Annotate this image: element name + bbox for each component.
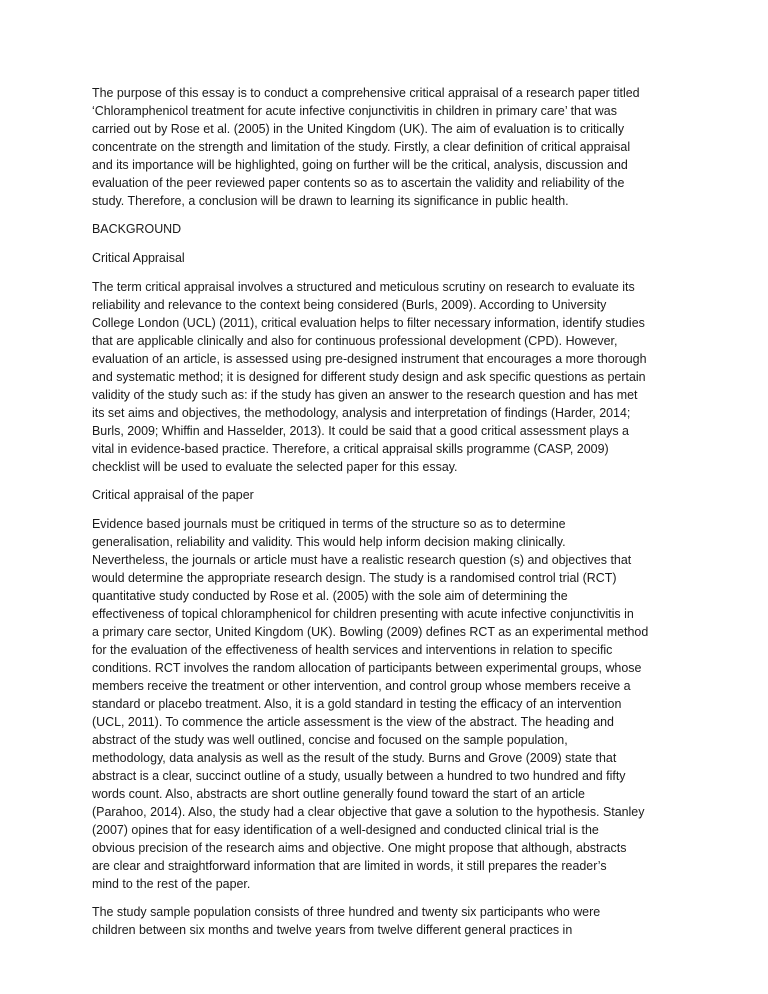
text-line: abstract of the study was well outlined, concise and focused on the sample population,: [92, 733, 568, 747]
text-line: reliability and relevance to the context being considered (Burls, 2009). According to University: [92, 298, 607, 312]
text-line: vital in evidence-based practice. Therefore, a critical appraisal skills programme (CASP, 2009): [92, 442, 609, 456]
text-line: evaluation of the peer reviewed paper contents so as to ascertain the validity and reliability of the: [92, 176, 625, 190]
text-line: would determine the appropriate research design. The study is a randomised control trial (RCT): [92, 571, 617, 585]
text-line: College London (UCL) (2011), critical evaluation helps to filter necessary information, identify studies: [92, 316, 645, 330]
text-line: methodology, data analysis as well as the result of the study. Burns and Grove (2009) state that: [92, 751, 617, 765]
text-line: (2007) opines that for easy identification of a well-designed and conducted clinical trial is the: [92, 823, 599, 837]
text-line: Nevertheless, the journals or article must have a realistic research question (s) and objectives that: [92, 553, 632, 567]
text-line: evaluation of an article, is assessed using pre-designed instrument that encourages a more thorough: [92, 352, 647, 366]
text-line: The study sample population consists of three hundred and twenty six participants who were: [92, 905, 601, 919]
intro-paragraph: [92, 84, 682, 210]
section-heading-appraisal-of-paper: [92, 486, 682, 504]
text-line: members receive the treatment or other intervention, and control group whose members receive a: [92, 679, 631, 693]
text-line: mind to the rest of the paper.: [92, 877, 251, 891]
text-line: generalisation, reliability and validity. This would help inform decision making clinically.: [92, 535, 566, 549]
text-line: Burls, 2009; Whiffin and Hasselder, 2013). It could be said that a good critical assessment plays a: [92, 424, 629, 438]
text-line: abstract is a clear, succinct outline of a study, usually between a hundred to two hundred and fifty: [92, 769, 626, 783]
text-line: children between six months and twelve years from twelve different general practices in: [92, 923, 573, 937]
text-line: (Parahoo, 2014). Also, the study had a clear objective that gave a solution to the hypothesis. Stanley: [92, 805, 645, 819]
text-line: that are applicable clinically and also for continuous professional development (CPD). However,: [92, 334, 618, 348]
text-line: (UCL, 2011). To commence the article assessment is the view of the abstract. The heading and: [92, 715, 614, 729]
text-line: effectiveness of topical chloramphenicol for children presenting with acute infective conjunctivitis in: [92, 607, 634, 621]
text-line: The term critical appraisal involves a structured and meticulous scrutiny on research to evaluate its: [92, 280, 635, 294]
text-line: standard or placebo treatment. Also, it is a gold standard in testing the efficacy of an intervention: [92, 697, 622, 711]
text-line: The purpose of this essay is to conduct a comprehensive critical appraisal of a research paper titled: [92, 86, 640, 100]
sample-population-paragraph: [92, 903, 682, 939]
text-line: validity of the study such as: if the study has given an answer to the research question and has met: [92, 388, 638, 402]
text-line: ‘Chloramphenicol treatment for acute infective conjunctivitis in children in primary care’ that was: [92, 104, 617, 118]
text-line: concentrate on the strength and limitation of the study. Firstly, a clear definition of critical appraisal: [92, 140, 631, 154]
text-line: words count. Also, abstracts are short outline generally found toward the start of an article: [92, 787, 585, 801]
text-line: a primary care sector, United Kingdom (UK). Bowling (2009) defines RCT as an experimental method: [92, 625, 649, 639]
text-line: and its importance will be highlighted, going on further will be the critical, analysis, discussion and: [92, 158, 628, 172]
text-line: its set aims and objectives, the methodology, analysis and interpretation of findings (Harder, 2014;: [92, 406, 631, 420]
text-line: are clear and straightforward information that are limited in words, it still prepares the reader’s: [92, 859, 607, 873]
text-line: study. Therefore, a conclusion will be drawn to learning its significance in public health.: [92, 194, 569, 208]
heading-text: Critical Appraisal: [92, 251, 185, 265]
heading-text: Critical appraisal of the paper: [92, 488, 254, 502]
critical-appraisal-paragraph: [92, 278, 682, 476]
heading-text: BACKGROUND: [92, 222, 182, 236]
text-line: Evidence based journals must be critiqued in terms of the structure so as to determine: [92, 517, 566, 531]
section-heading-critical-appraisal: [92, 249, 682, 267]
section-heading-background: [92, 220, 682, 238]
text-line: carried out by Rose et al. (2005) in the United Kingdom (UK). The aim of evaluation is to critically: [92, 122, 625, 136]
text-line: checklist will be used to evaluate the selected paper for this essay.: [92, 460, 458, 474]
text-line: conditions. RCT involves the random allocation of participants between experimental groups, whose: [92, 661, 642, 675]
appraisal-of-paper-paragraph: [92, 515, 682, 893]
text-line: obvious precision of the research aims and objective. One might propose that although, abstracts: [92, 841, 627, 855]
text-line: and systematic method; it is designed for different study design and ask specific questions as pertain: [92, 370, 646, 384]
text-line: quantitative study conducted by Rose et al. (2005) with the sole aim of determining the: [92, 589, 568, 603]
text-line: for the evaluation of the effectiveness of health services and interventions in relation to specific: [92, 643, 613, 657]
